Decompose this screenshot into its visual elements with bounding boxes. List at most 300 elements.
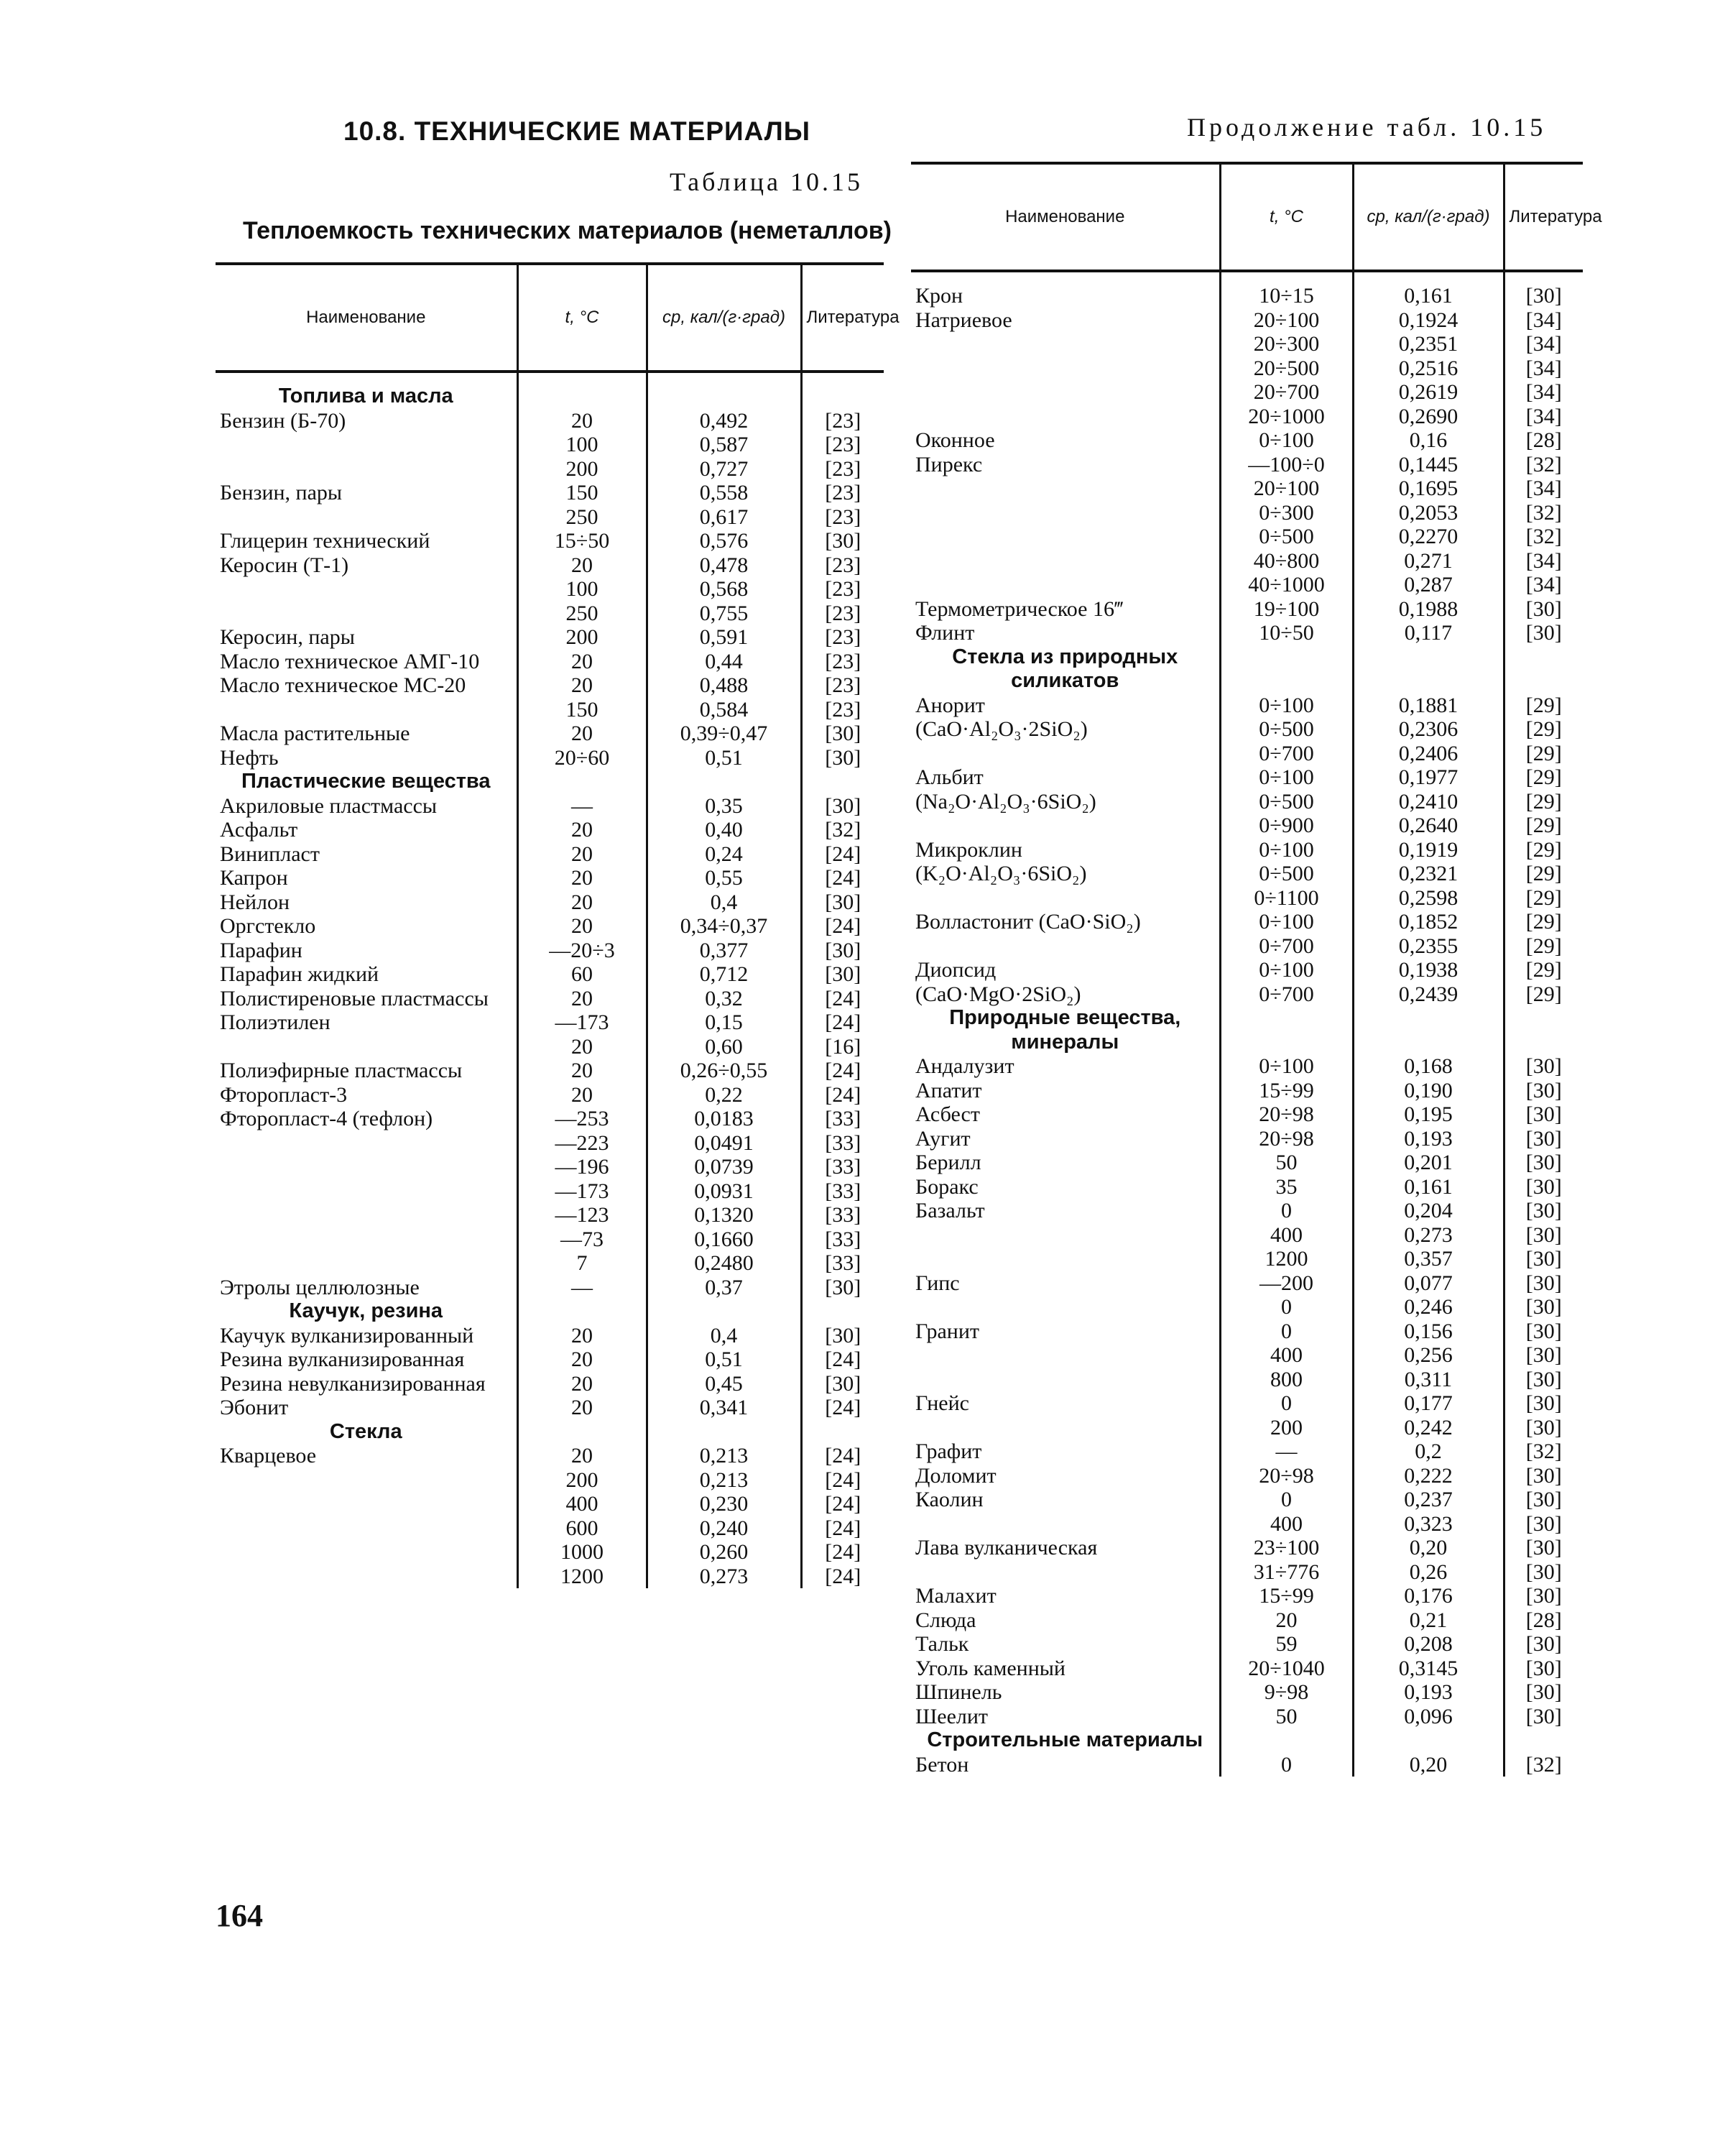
temperature-cell: 1200	[1220, 1247, 1353, 1271]
empty-cell	[517, 1420, 647, 1445]
reference-cell: [24]	[801, 914, 884, 939]
reference-cell: [34]	[1504, 405, 1583, 429]
table-row	[911, 597, 1583, 622]
reference-cell: [23]	[801, 553, 884, 578]
temperature-cell: 200	[517, 625, 647, 650]
heat-capacity-cell: 0,2598	[1353, 886, 1504, 911]
heat-capacity-cell: 0,576	[647, 529, 801, 553]
reference-cell: [24]	[801, 1348, 884, 1372]
temperature-cell: 50	[1220, 1705, 1353, 1729]
material-name-cell	[216, 602, 517, 626]
heat-capacity-cell: 0,478	[647, 553, 801, 578]
reference-cell: [30]	[1504, 1680, 1583, 1705]
heat-capacity-cell: 0,712	[647, 962, 801, 987]
heat-capacity-cell: 0,1660	[647, 1227, 801, 1252]
heat-capacity-cell: 0,1881	[1353, 694, 1504, 718]
material-name-cell	[216, 1540, 517, 1565]
reference-cell: [32]	[1504, 1439, 1583, 1464]
temperature-cell: 20÷700	[1220, 380, 1353, 405]
heat-capacity-cell: 0,2355	[1353, 934, 1504, 959]
heat-capacity-cell: 0,246	[1353, 1295, 1504, 1319]
temperature-cell: 0÷1100	[1220, 886, 1353, 911]
temperature-cell: 250	[517, 505, 647, 530]
temperature-cell: 20	[517, 1372, 647, 1396]
heat-capacity-cell: 0,323	[1353, 1512, 1504, 1537]
table-row	[911, 1295, 1583, 1319]
reference-cell: [24]	[801, 842, 884, 867]
material-name-cell: Бетон	[915, 1752, 969, 1777]
material-name-cell	[216, 505, 517, 530]
heat-capacity-cell: 0,492	[647, 409, 801, 433]
heat-capacity-cell: 0,2270	[1353, 525, 1504, 549]
table-row	[216, 1107, 884, 1131]
reference-cell: [29]	[1504, 765, 1583, 790]
material-name-cell: Оргстекло	[220, 914, 316, 938]
material-name-cell: Флинт	[915, 621, 975, 645]
table-row	[216, 505, 884, 530]
heat-capacity-cell: 0,156	[1353, 1319, 1504, 1344]
temperature-cell: 0÷100	[1220, 1054, 1353, 1079]
table-row	[911, 838, 1583, 862]
table-row	[911, 380, 1583, 405]
reference-cell: [24]	[801, 1083, 884, 1107]
reference-cell: [30]	[1504, 1247, 1583, 1271]
reference-cell: [30]	[1504, 1560, 1583, 1585]
reference-cell: [30]	[1504, 1295, 1583, 1319]
table-row	[911, 1439, 1583, 1464]
material-name-cell: (Na₂O·Al₂O₃·6SiO₂)	[915, 789, 1096, 814]
temperature-cell: 15÷99	[1220, 1079, 1353, 1103]
heat-capacity-cell: 0,237	[1353, 1488, 1504, 1512]
material-name-cell: Тальк	[915, 1632, 969, 1656]
heat-capacity-cell: 0,2	[1353, 1439, 1504, 1464]
heat-capacity-cell: 0,2053	[1353, 501, 1504, 525]
reference-cell: [30]	[801, 722, 884, 746]
heat-capacity-cell: 0,2439	[1353, 982, 1504, 1007]
material-name-cell	[216, 457, 517, 482]
heat-capacity-cell: 0,190	[1353, 1079, 1504, 1103]
heat-capacity-cell: 0,1919	[1353, 838, 1504, 862]
table-row	[216, 1179, 884, 1204]
material-name-cell: Апатит	[915, 1078, 982, 1102]
table-row	[911, 1416, 1583, 1440]
material-name-cell	[911, 934, 1220, 959]
table-row	[911, 814, 1583, 838]
table-row	[911, 332, 1583, 356]
table-row	[911, 694, 1583, 718]
table-row	[216, 409, 884, 433]
table-row	[911, 1608, 1583, 1633]
empty-cell	[801, 1420, 884, 1445]
reference-cell: [24]	[801, 1010, 884, 1035]
heat-capacity-cell: 0,1938	[1353, 958, 1504, 982]
material-name-cell: Гранит	[915, 1319, 979, 1343]
heat-capacity-cell: 0,271	[1353, 549, 1504, 573]
heat-capacity-cell: 0,55	[647, 866, 801, 890]
reference-cell: [29]	[1504, 717, 1583, 742]
heat-capacity-cell: 0,357	[1353, 1247, 1504, 1271]
spacer-row	[216, 372, 884, 384]
temperature-cell: 19÷100	[1220, 597, 1353, 622]
material-name-cell: Керосин, пары	[220, 625, 355, 649]
temperature-cell: 20÷60	[517, 746, 647, 770]
heat-capacity-cell: 0,1695	[1353, 476, 1504, 501]
material-name-cell: (K₂O·Al₂O₃·6SiO₂)	[915, 862, 1087, 885]
reference-cell: [34]	[1504, 332, 1583, 356]
section-heading-cell: Стекла	[329, 1419, 402, 1443]
temperature-cell: 0÷700	[1220, 982, 1353, 1007]
material-name-cell	[911, 886, 1220, 911]
temperature-cell: 0÷100	[1220, 838, 1353, 862]
temperature-cell: 20	[517, 1324, 647, 1348]
material-name-cell: Доломит	[915, 1463, 997, 1488]
heat-capacity-cell: 0,2480	[647, 1251, 801, 1276]
material-name-cell	[911, 1295, 1220, 1319]
temperature-cell: 20	[517, 673, 647, 698]
material-name-cell	[911, 380, 1220, 405]
empty-cell	[647, 1420, 801, 1445]
material-name-cell: Андалузит	[915, 1054, 1014, 1078]
table-row	[216, 1444, 884, 1468]
heat-capacity-cell: 0,0739	[647, 1155, 801, 1179]
material-name-cell	[911, 476, 1220, 501]
table-row	[911, 1464, 1583, 1488]
reference-cell: [32]	[1504, 501, 1583, 525]
heat-capacity-cell: 0,2690	[1353, 405, 1504, 429]
section-row	[216, 770, 884, 794]
table-row	[911, 910, 1583, 934]
table-row	[911, 1680, 1583, 1705]
material-name-cell: (CaO·MgO·2SiO₂)	[915, 982, 1081, 1006]
heat-capacity-cell: 0,16	[1353, 428, 1504, 453]
temperature-cell: 20	[517, 553, 647, 578]
table-row	[216, 481, 884, 505]
heat-capacity-cell: 0,2321	[1353, 862, 1504, 886]
reference-cell: [30]	[1504, 1584, 1583, 1608]
section-heading-cell: Строительные материалы	[927, 1728, 1203, 1751]
material-name-cell: Полиэтилен	[220, 1010, 330, 1034]
reference-cell: [30]	[1504, 1127, 1583, 1151]
material-name-cell: Масло техническое МС-20	[220, 673, 466, 697]
reference-cell: [32]	[801, 818, 884, 842]
table-row	[911, 790, 1583, 814]
material-name-cell: Эбонит	[220, 1396, 289, 1419]
heat-capacity-cell: 0,2516	[1353, 356, 1504, 381]
reference-cell: [34]	[1504, 356, 1583, 381]
empty-cell	[801, 1299, 884, 1324]
material-name-cell: Полистиреновые пластмассы	[220, 986, 489, 1010]
reference-cell: [30]	[801, 794, 884, 819]
temperature-cell: 20	[517, 1083, 647, 1107]
material-name-cell: Капрон	[220, 866, 288, 890]
heat-capacity-cell: 0,32	[647, 987, 801, 1011]
temperature-cell: 20	[517, 890, 647, 915]
table-row	[216, 1492, 884, 1516]
temperature-cell: 0	[1220, 1391, 1353, 1416]
material-name-cell: Шпинель	[915, 1680, 1002, 1704]
empty-cell	[1353, 645, 1504, 694]
temperature-cell: 20÷500	[1220, 356, 1353, 381]
material-name-cell: Резина невулканизированная	[220, 1371, 486, 1396]
section-heading-cell: Природные вещества, минералы	[949, 1006, 1181, 1054]
temperature-cell: 400	[517, 1492, 647, 1516]
reference-cell: [29]	[1504, 814, 1583, 838]
continuation-label: Продолжение табл. 10.15	[1187, 113, 1547, 142]
heat-capacity-cell: 0,755	[647, 602, 801, 626]
empty-cell	[1220, 1728, 1353, 1753]
reference-cell: [23]	[801, 409, 884, 433]
material-name-cell: Малахит	[915, 1584, 997, 1608]
temperature-cell: 15÷99	[1220, 1584, 1353, 1608]
heat-capacity-cell: 0,3145	[1353, 1657, 1504, 1681]
table-row	[911, 982, 1583, 1007]
temperature-cell: 0÷300	[1220, 501, 1353, 525]
heat-capacity-cell: 0,1852	[1353, 910, 1504, 934]
heat-capacity-cell: 0,568	[647, 577, 801, 602]
section-heading: 10.8. ТЕХНИЧЕСКИЕ МАТЕРИАЛЫ	[343, 116, 810, 146]
material-name-cell	[911, 501, 1220, 525]
temperature-cell: 0÷500	[1220, 525, 1353, 549]
material-name-cell: Резина вулканизированная	[220, 1348, 465, 1371]
empty-cell	[801, 770, 884, 794]
table-row	[216, 457, 884, 482]
table-row	[911, 1054, 1583, 1079]
heat-capacity-cell: 0,256	[1353, 1343, 1504, 1368]
table-row	[911, 1319, 1583, 1344]
temperature-cell: —73	[517, 1227, 647, 1252]
heat-capacity-cell: 0,20	[1353, 1753, 1504, 1777]
material-name-cell	[216, 698, 517, 722]
table-row	[911, 549, 1583, 573]
material-name-cell: Волластонит (CaO·SiO₂)	[915, 910, 1141, 934]
material-name-cell: Графит	[915, 1439, 982, 1463]
material-name-cell	[911, 1247, 1220, 1271]
material-name-cell: Акриловые пластмассы	[220, 793, 438, 818]
heat-capacity-cell: 0,2619	[1353, 380, 1504, 405]
reference-cell: [30]	[1504, 597, 1583, 622]
temperature-cell: 600	[517, 1516, 647, 1541]
section-row	[216, 1420, 884, 1445]
left-table	[216, 262, 900, 1588]
table-row	[216, 1516, 884, 1541]
material-name-cell: Каолин	[915, 1488, 984, 1511]
temperature-cell: 59	[1220, 1632, 1353, 1657]
heat-capacity-cell: 0,193	[1353, 1127, 1504, 1151]
reference-cell: [34]	[1504, 573, 1583, 597]
right-table	[911, 162, 1602, 1777]
heat-capacity-cell: 0,24	[647, 842, 801, 867]
material-name-cell: Базальт	[915, 1199, 985, 1222]
table-row	[911, 1584, 1583, 1608]
empty-cell	[801, 384, 884, 409]
table-row	[216, 698, 884, 722]
reference-cell: [29]	[1504, 838, 1583, 862]
temperature-cell: 0÷100	[1220, 694, 1353, 718]
col-cp-header-cont: cp, кал/(г·град)	[1353, 163, 1504, 271]
reference-cell: [24]	[801, 1396, 884, 1420]
section-row	[911, 1006, 1583, 1054]
temperature-cell: 0÷100	[1220, 958, 1353, 982]
reference-cell: [29]	[1504, 742, 1583, 766]
empty-cell	[1353, 1006, 1504, 1054]
heat-capacity-cell: 0,377	[647, 939, 801, 963]
temperature-cell: —223	[517, 1131, 647, 1156]
material-name-cell: Гнейс	[915, 1391, 969, 1415]
material-name-cell: Масло техническое АМГ-10	[220, 649, 480, 673]
table-row	[216, 1083, 884, 1107]
heat-capacity-cell: 0,60	[647, 1035, 801, 1059]
material-name-cell: Масла растительные	[220, 722, 410, 745]
heat-capacity-cell: 0,230	[647, 1492, 801, 1516]
temperature-cell: 20÷100	[1220, 308, 1353, 333]
temperature-cell: 200	[517, 1468, 647, 1493]
temperature-cell: 20	[517, 1035, 647, 1059]
heat-capacity-cell: 0,2410	[1353, 790, 1504, 814]
table-row	[216, 1565, 884, 1589]
reference-cell: [33]	[801, 1203, 884, 1227]
table-row	[216, 939, 884, 963]
temperature-cell: 60	[517, 962, 647, 987]
material-name-cell	[911, 742, 1220, 766]
reference-cell: [30]	[1504, 1391, 1583, 1416]
material-name-cell: Лава вулканическая	[915, 1536, 1098, 1560]
reference-cell: [30]	[1504, 1512, 1583, 1537]
table-row	[216, 746, 884, 770]
heat-capacity-cell: 0,1977	[1353, 765, 1504, 790]
section-heading-cell: Пластические вещества	[241, 770, 491, 793]
reference-cell: [30]	[1504, 1223, 1583, 1248]
empty-cell	[647, 1299, 801, 1324]
temperature-cell: 20	[517, 866, 647, 890]
reference-cell: [30]	[801, 939, 884, 963]
table-row	[911, 284, 1583, 308]
table-row	[216, 890, 884, 915]
heat-capacity-cell: 0,45	[647, 1372, 801, 1396]
temperature-cell: 250	[517, 602, 647, 626]
reference-cell: [23]	[801, 457, 884, 482]
reference-cell: [30]	[1504, 284, 1583, 308]
temperature-cell: 10÷50	[1220, 621, 1353, 645]
reference-cell: [30]	[1504, 1536, 1583, 1560]
material-name-cell	[911, 1416, 1220, 1440]
reference-cell: [30]	[1504, 1464, 1583, 1488]
heat-capacity-cell: 0,1320	[647, 1203, 801, 1227]
reference-cell: [29]	[1504, 790, 1583, 814]
material-name-cell: Оконное	[915, 428, 995, 452]
reference-cell: [33]	[801, 1107, 884, 1131]
table-row	[216, 1540, 884, 1565]
heat-capacity-cell: 0,240	[647, 1516, 801, 1541]
table-row	[216, 1348, 884, 1372]
temperature-cell: 0	[1220, 1319, 1353, 1344]
material-name-cell: Шеелит	[915, 1704, 989, 1728]
temperature-cell: 31÷776	[1220, 1560, 1353, 1585]
temperature-cell: 0	[1220, 1488, 1353, 1512]
reference-cell: [29]	[1504, 982, 1583, 1007]
temperature-cell: 150	[517, 698, 647, 722]
reference-cell: [24]	[801, 1468, 884, 1493]
table-row	[911, 405, 1583, 429]
table-row	[911, 1368, 1583, 1392]
material-name-cell	[911, 1560, 1220, 1585]
reference-cell: [33]	[801, 1251, 884, 1276]
material-name-cell	[911, 814, 1220, 838]
empty-cell	[1220, 1006, 1353, 1054]
reference-cell: [33]	[801, 1155, 884, 1179]
table-row	[911, 1657, 1583, 1681]
material-name-cell: Каучук вулканизированный	[220, 1323, 474, 1348]
reference-cell: [30]	[1504, 1657, 1583, 1681]
temperature-cell: 20	[517, 818, 647, 842]
temperature-cell: 20÷100	[1220, 476, 1353, 501]
table-row	[911, 308, 1583, 333]
reference-cell: [30]	[1504, 1175, 1583, 1199]
table-row	[216, 914, 884, 939]
heat-capacity-cell: 0,260	[647, 1540, 801, 1565]
col-lit-header: Литература	[801, 264, 884, 372]
material-name-cell: Полиэфирные пластмассы	[220, 1059, 463, 1082]
heat-capacity-cell: 0,35	[647, 794, 801, 819]
material-name-cell: Керосин (Т-1)	[220, 553, 349, 577]
material-name-cell	[911, 1343, 1220, 1368]
table-number: Таблица 10.15	[670, 167, 863, 196]
table-row	[911, 1536, 1583, 1560]
table-row	[216, 1251, 884, 1276]
empty-cell	[517, 770, 647, 794]
material-name-cell	[216, 433, 517, 457]
heat-capacity-cell: 0,2640	[1353, 814, 1504, 838]
material-name-cell	[216, 1203, 517, 1227]
temperature-cell: 20	[517, 1396, 647, 1420]
heat-capacity-cell: 0,21	[1353, 1608, 1504, 1633]
reference-cell: [29]	[1504, 958, 1583, 982]
table-row	[911, 573, 1583, 597]
temperature-cell: —123	[517, 1203, 647, 1227]
table-row	[216, 1203, 884, 1227]
temperature-cell: 200	[517, 457, 647, 482]
heat-capacity-cell: 0,096	[1353, 1705, 1504, 1729]
table-row	[911, 717, 1583, 742]
temperature-cell: —173	[517, 1010, 647, 1035]
temperature-cell: —20÷3	[517, 939, 647, 963]
temperature-cell: 40÷1000	[1220, 573, 1353, 597]
temperature-cell: 7	[517, 1251, 647, 1276]
table-row	[216, 722, 884, 746]
table-row	[911, 1343, 1583, 1368]
material-name-cell: Парафин жидкий	[220, 962, 379, 986]
heat-capacity-cell: 0,311	[1353, 1368, 1504, 1392]
section-heading-cell: Топлива и масла	[278, 384, 453, 407]
temperature-cell: 0	[1220, 1199, 1353, 1223]
table-row	[911, 934, 1583, 959]
material-name-cell	[216, 1492, 517, 1516]
reference-cell: [30]	[1504, 1102, 1583, 1127]
table-row	[216, 1010, 884, 1035]
spacer-row	[911, 271, 1583, 284]
reference-cell: [33]	[801, 1179, 884, 1204]
temperature-cell: 20	[517, 722, 647, 746]
material-name-cell	[911, 573, 1220, 597]
heat-capacity-cell: 0,15	[647, 1010, 801, 1035]
reference-cell: [30]	[801, 1276, 884, 1300]
table-row	[216, 1059, 884, 1083]
reference-cell: [30]	[1504, 621, 1583, 645]
heat-capacity-cell: 0,727	[647, 457, 801, 482]
temperature-cell: 35	[1220, 1175, 1353, 1199]
table-row	[911, 862, 1583, 886]
temperature-cell: 20	[517, 842, 647, 867]
table-row	[216, 529, 884, 553]
